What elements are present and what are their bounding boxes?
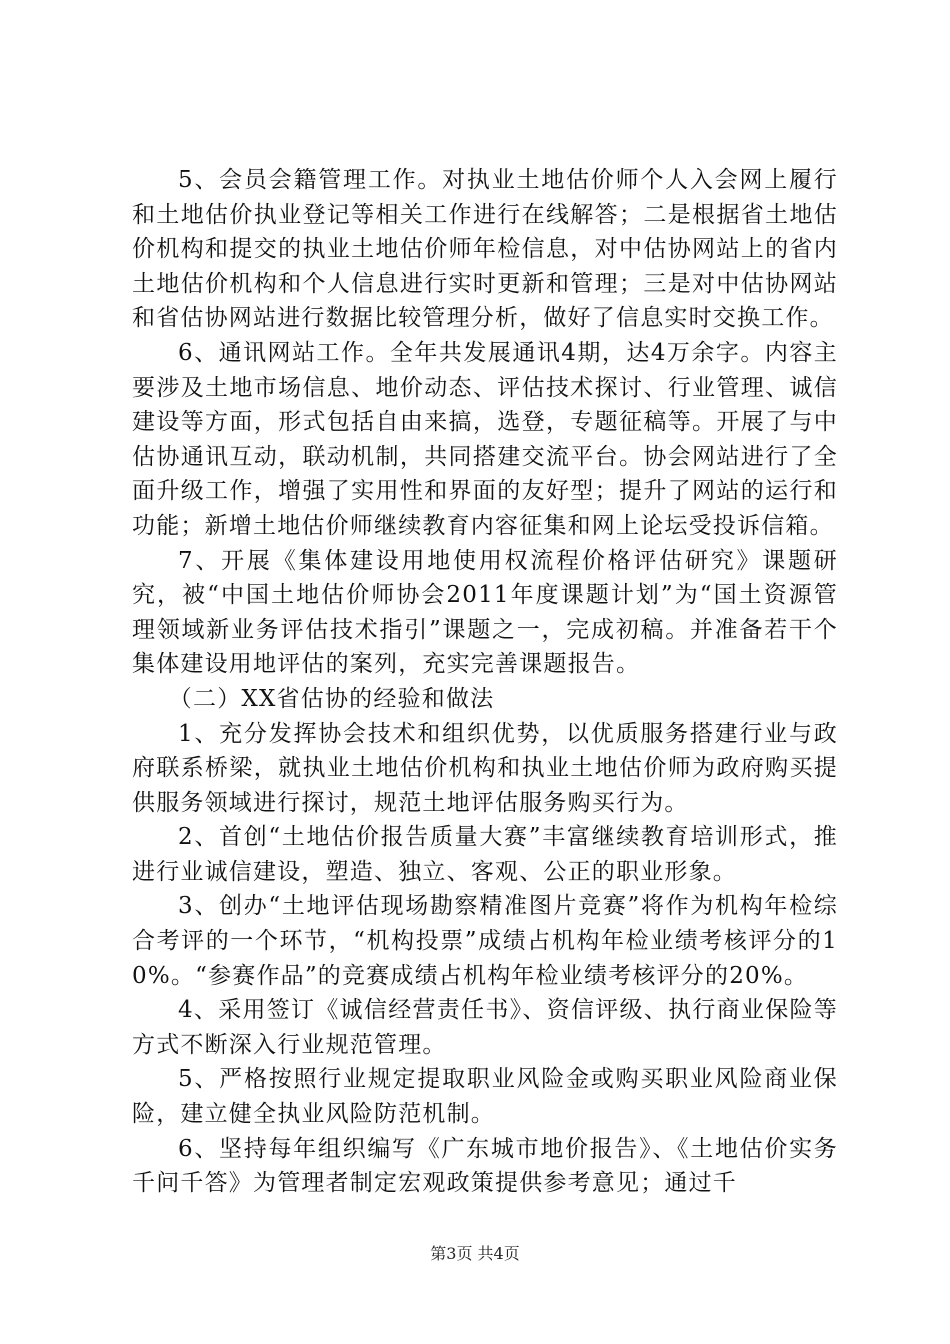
paragraph-experience-1: 1、充分发挥协会技术和组织优势，以优质服务搭建行业与政府联系桥梁，就执业土地估价机构和执业土地估价师为政府购买提供服务领域进行探讨，规范土地评估服务购买行为。 [132,720,838,816]
page-footer: 第3页 共4页 [430,1244,520,1263]
paragraph-experience-6: 6、坚持每年组织编写《广东城市地价报告》、《土地估价实务千问千答》为管理者制定宏观政策提供参考意见；通过千 [132,1135,838,1197]
paragraph-research-topic: 7、开展《集体建设用地使用权流程价格评估研究》课题研究，被“中国土地估价师协会2011年度课题计划”为“国土资源管理领域新业务评估技术指引”课题之一，完成初稿。并准备若干个集体建设用地评估的案列，充实完善课题报告。 [132,547,838,678]
section-heading: （二）XX省估协的经验和做法 [168,685,495,712]
document-body [132,163,838,1201]
paragraph-experience-5: 5、严格按照行业规定提取职业风险金或购买职业风险商业保险，建立健全执业风险防范机制。 [132,1066,838,1128]
paragraph-experience-4: 4、采用签订《诚信经营责任书》、资信评级、执行商业保险等方式不断深入行业规范管理。 [132,997,838,1058]
paragraph-newsletter-website: 6、通讯网站工作。全年共发展通讯4期，达4万余字。内容主要涉及土地市场信息、地价动态、评估技术探讨、行业管理、诚信建设等方面，形式包括自由来搞，选登，专题征稿等。开展了与中估协通讯互动，联动机制，共同搭建交流平台。协会网站进行了全面升级工作，增强了实用性和界面的友好型；提升了网站的运行和功能；新增土地估价师继续教育内容征集和网上论坛受投诉信箱。 [132,339,838,539]
paragraph-member-management: 5、会员会籍管理工作。对执业土地估价师个人入会网上履行和土地估价执业登记等相关工作进行在线解答；二是根据省土地估价机构和提交的执业土地估价师年检信息，对中估协网站上的省内土地估价机构和个人信息进行实时更新和管理；三是对中估协网站和省估协网站进行数据比较管理分析，做好了信息实时交换工作。 [132,167,838,332]
paragraph-experience-3: 3、创办“土地评估现场勘察精准图片竞赛”将作为机构年检综合考评的一个环节，“机构投票”成绩占机构年检业绩考核评分的10%。“参赛作品”的竞赛成绩占机构年检业绩考核评分的20%。 [132,893,838,989]
paragraph-experience-2: 2、首创“土地估价报告质量大赛”丰富继续教育培训形式，推进行业诚信建设，塑造、独立、客观、公正的职业形象。 [132,824,838,885]
